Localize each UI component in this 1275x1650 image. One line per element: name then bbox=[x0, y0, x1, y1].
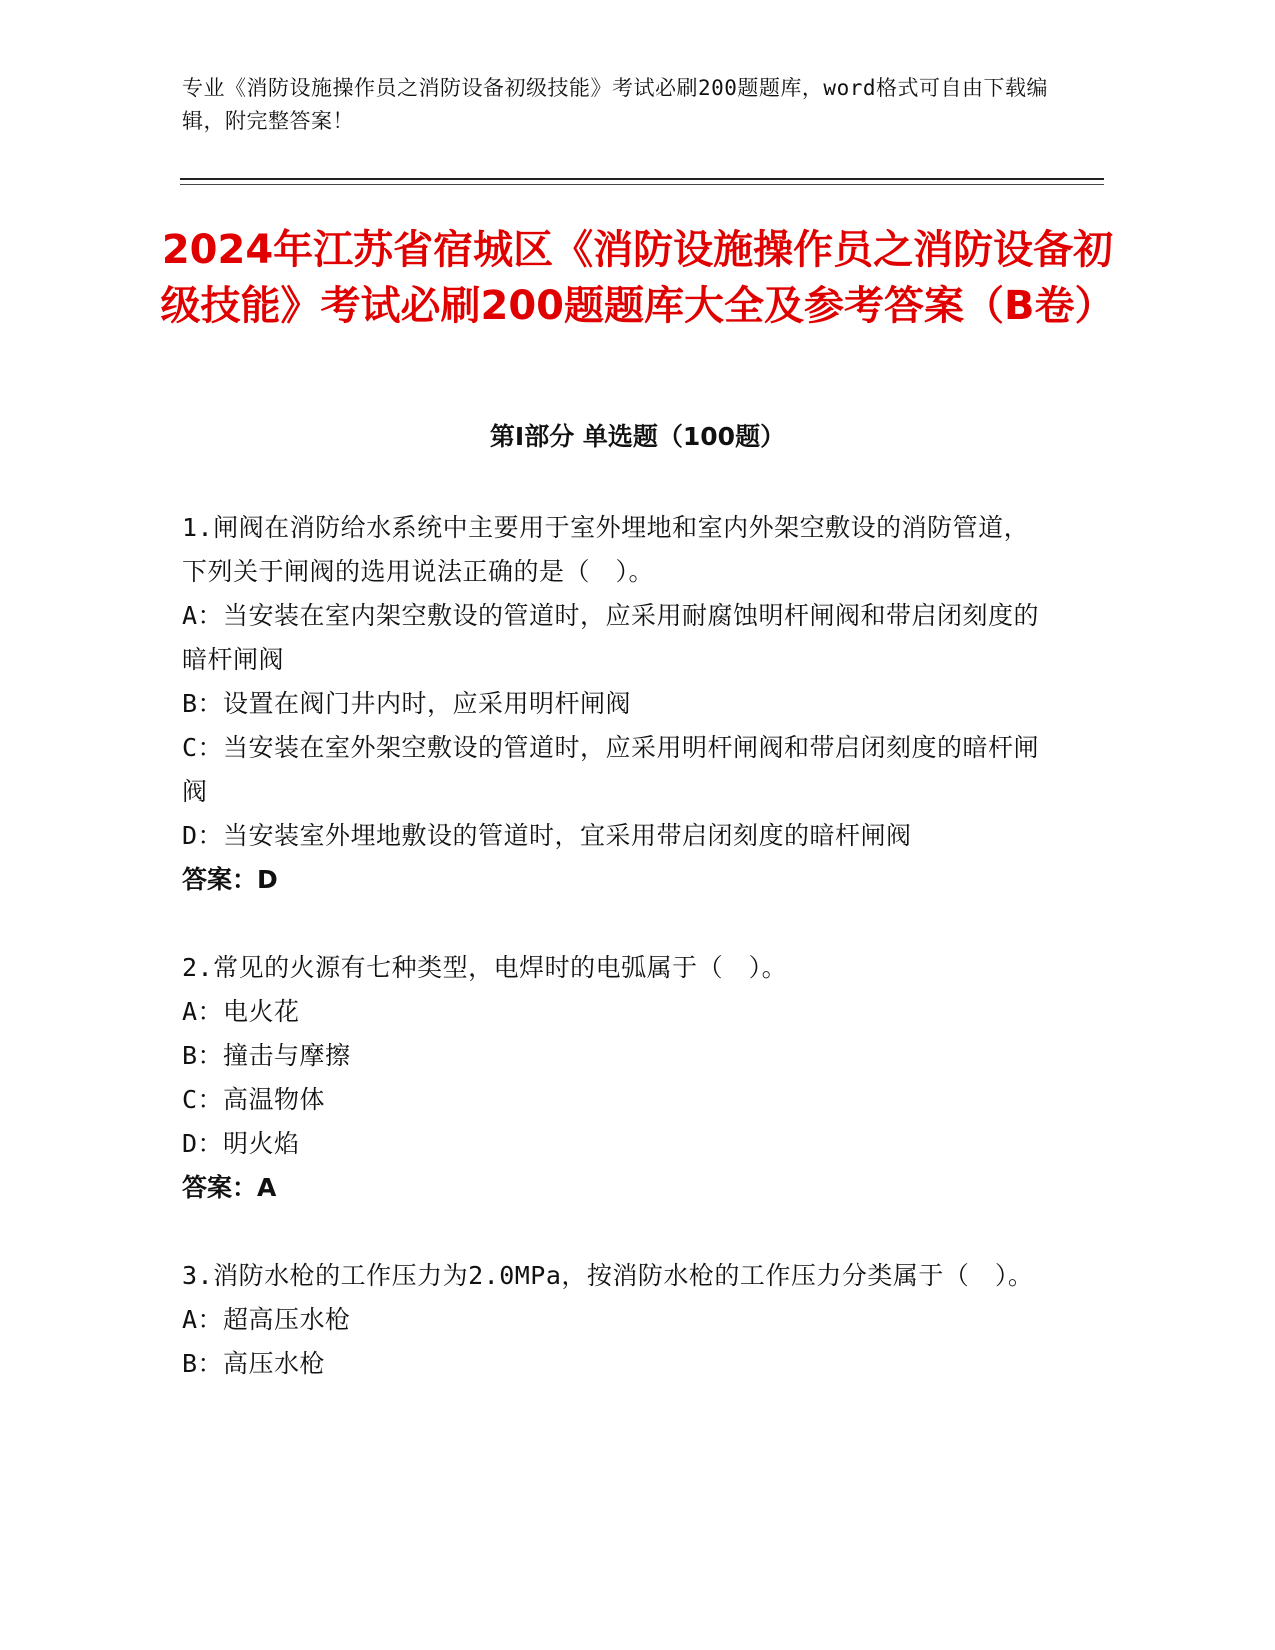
header-note: 专业《消防设施操作员之消防设备初级技能》考试必刷200题题库，word格式可自由下载编辑，附完整答案！ bbox=[182, 76, 1048, 133]
question-1 bbox=[182, 506, 1042, 902]
option-d: D：明火焰 bbox=[182, 1129, 300, 1158]
option-c: C：当安装在室外架空敷设的管道时，应采用明杆闸阀和带启闭刻度的暗杆闸阀 bbox=[182, 733, 1040, 806]
question-stem: 1.闸阀在消防给水系统中主要用于室外埋地和室内外架空敷设的消防管道，下列关于闸阀的选用说法正确的是（ ）。 bbox=[182, 513, 1030, 586]
question-2 bbox=[182, 946, 1042, 1210]
question-stem: 2.常见的火源有七种类型，电焊时的电弧属于（ ）。 bbox=[182, 953, 788, 982]
option-b: B：设置在阀门井内时，应采用明杆闸阀 bbox=[182, 689, 632, 718]
question-3 bbox=[182, 1254, 1042, 1386]
header-divider-thick bbox=[180, 178, 1104, 180]
section-title: 第Ⅰ部分 单选题（100题） bbox=[489, 422, 786, 451]
question-list bbox=[182, 506, 1042, 1430]
option-a: A：当安装在室内架空敷设的管道时，应采用耐腐蚀明杆闸阀和带启闭刻度的暗杆闸阀 bbox=[182, 601, 1040, 674]
answer-label: 答案：D bbox=[182, 865, 278, 894]
option-b: B：撞击与摩擦 bbox=[182, 1041, 351, 1070]
header-divider-thin bbox=[180, 184, 1104, 185]
option-a: A：超高压水枪 bbox=[182, 1305, 351, 1334]
option-c: C：高温物体 bbox=[182, 1085, 326, 1114]
question-stem: 3.消防水枪的工作压力为2.0MPa，按消防水枪的工作压力分类属于（ ）。 bbox=[182, 1261, 1034, 1290]
option-b: B：高压水枪 bbox=[182, 1349, 326, 1378]
answer-label: 答案：A bbox=[182, 1173, 277, 1202]
document-title: 2024年江苏省宿城区《消防设施操作员之消防设备初级技能》考试必刷200题题库大全及参考答案（B卷） bbox=[160, 227, 1115, 329]
option-d: D：当安装室外埋地敷设的管道时，宜采用带启闭刻度的暗杆闸阀 bbox=[182, 821, 912, 850]
option-a: A：电火花 bbox=[182, 997, 300, 1026]
